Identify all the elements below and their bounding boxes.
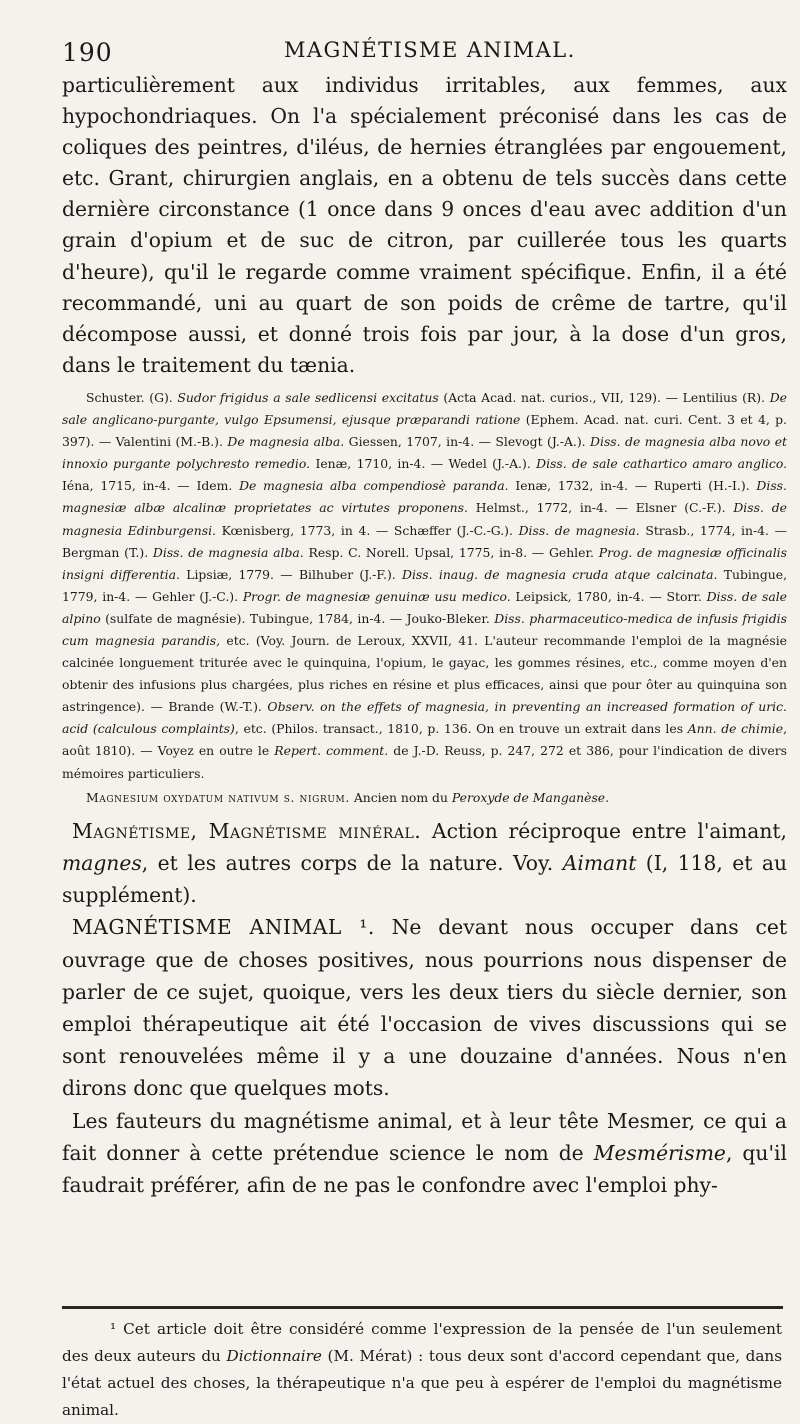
bibliography-title: Diss. de sale cathartico amaro anglico. [536, 456, 788, 472]
page-number: 190 [62, 38, 113, 67]
entry-italic: Peroxyde de Manganèse. [451, 789, 610, 805]
bibliography-title: Diss. inaug. de magnesia cruda atque calcinata. [402, 566, 718, 582]
bibliography-text: , août 1810). — Voyez en outre le [62, 721, 788, 759]
entry-italic-2: Aimant [562, 850, 637, 875]
entry-head: Magnétisme, Magnétisme minéral. [72, 818, 422, 843]
bibliography-text: de J.-D. Reuss, p. 247, 272 et 386, pour l'indication de divers mémoires particuliers. [62, 743, 787, 781]
bibliography-title: Observ. on the effets of magnesia, in preventing an increased formation of uric. acid (calculous complaints) [62, 699, 787, 737]
entry-text-3: (I, 118, et au supplément). [62, 850, 788, 908]
bibliography-text: , etc. (Philos. transact., 1810, p. 136. On en trouve un extrait dans les [234, 721, 688, 737]
entry-head: MAGNÉTISME ANIMAL ¹. [72, 915, 375, 940]
paragraph-text-1: Les fauteurs du magnétisme animal, et à leur tête Mesmer, ce qui a fait donner à cette prétendue science le nom de [62, 1108, 787, 1165]
bibliography-text: Kœnisberg, 1773, in 4. — Schæffer (J.-C.-G.). [215, 522, 519, 538]
bibliography-text: (sulfate de magnésie). Tubingue, 1784, in-4. — Jouko-Bleker. [100, 610, 495, 626]
bibliography-text: Leipsick, 1780, in-4. — Storr. [510, 588, 707, 604]
entry-text: Ancien nom du [349, 789, 452, 805]
entry-magnetisme-animal [62, 911, 787, 1104]
bibliography-text: Tubingue, 1779, in-4. — Gehler (J.-C.). [62, 566, 788, 604]
paragraph-text-2: , qu'il faudrait préférer, afin de ne pas le confondre avec l'emploi phy- [62, 1140, 787, 1197]
bibliography-title: Diss. de sale alpino [62, 588, 788, 626]
page-header [62, 30, 787, 70]
bibliography-title: Diss. de magnesia Edinburgensi. [62, 500, 787, 538]
running-title: MAGNÉTISME ANIMAL. [284, 38, 576, 62]
footnote-text-1: ¹ Cet article doit être considéré comme l'expression de la pensée de l'un seulement des deux auteurs du [62, 1320, 782, 1365]
entry-magnesium-oxydatum [62, 787, 787, 809]
paragraph-italic: Mesmérisme [593, 1140, 726, 1165]
bibliography-title: Diss. de magnesia alba. [152, 544, 304, 560]
page [62, 30, 787, 1201]
bibliography-title: Diss. magnesiæ albæ alcalinæ proprietates ac virtutes proponens. [62, 478, 787, 516]
bibliography-text: Giessen, 1707, in-4. — Slevogt (J.-A.). [344, 434, 591, 450]
entry-magnetisme-mineral [62, 815, 787, 912]
bibliography-text: Lipsiæ, 1779. — Bilhuber (J.-F.). [179, 566, 403, 582]
bibliography-text: (Acta Acad. nat. curios., VII, 129). — Lentilius (R). [438, 389, 770, 405]
entry-text-2: , et les autres corps de la nature. Voy. [141, 850, 563, 875]
bibliography-text: Helmst., 1772, in-4. — Elsner (C.-F.). [467, 500, 734, 516]
entry-head: Magnesium oxydatum nativum s. nigrum. [86, 789, 350, 805]
bibliography-text: etc. (Voy. Journ. de Leroux, XXVII, 41. L'auteur recommande l'emploi de la magnésie calcinée longuement triturée avec le quinquina, l'opium, le gayac, les gommes résines, etc., comme moyen d'en obtenir des infusions plus chargées, plus riches en résine et plus efficaces, ainsi que pour ôter au quinquina son astringence). — Brande (W.-T.). [62, 632, 787, 715]
bibliography-title: Prog. de magnesiæ officinalis insigni differentia. [62, 544, 787, 582]
bibliography-title: Progr. de magnesiæ genuinæ usu medico. [242, 588, 511, 604]
bibliography-text: Ienæ, 1732, in-4. — Ruperti (H.-I.). [508, 478, 757, 494]
bibliography-title: Sudor frigidus a sale sedlicensi excitatus [177, 389, 439, 405]
bibliography-text: Iéna, 1715, in-4. — Idem. [62, 478, 240, 494]
bibliography-text: Strasb., 1774, in-4. — Bergman (T.). [62, 522, 787, 560]
bibliography-title: Ann. de chimie [687, 721, 784, 737]
bibliography-title: Diss. de magnesia. [518, 522, 640, 538]
bibliography-text: Ienæ, 1710, in-4. — Wedel (J.-A.). [310, 456, 537, 472]
footnote [62, 1316, 782, 1424]
footnote-rule [62, 1306, 783, 1309]
bibliography-title: De magnesia alba. [227, 434, 345, 450]
paragraph-fauteurs [62, 1105, 787, 1202]
bibliography-title: De magnesia alba compendiosè paranda. [239, 478, 509, 494]
entry-text-1: Action réciproque entre l'aimant, [421, 818, 787, 843]
bibliography-text: Resp. C. Norell. Upsal, 1775, in-8. — Gehler. [303, 544, 599, 560]
entry-text: Ne devant nous occuper dans cet ouvrage que de choses positives, nous pourrions nous dispenser de parler de ce sujet, quoique, vers les deux tiers du siècle dernier, son emploi thérapeutique ait été l'occasion de vives discussions qui se sont renouvelées même il y a une douzaine d'années. Nous n'en dirons donc que quelques mots. [62, 915, 787, 1101]
bibliography-title: Diss. pharmaceutico-medica de infusis frigidis cum magnesia parandis, [62, 610, 787, 648]
bibliography-paragraph [62, 387, 787, 785]
bibliography-text: Schuster. (G). [86, 389, 178, 405]
bibliography-title: Diss. de magnesia alba novo et innoxio purgante polychresto remedio. [62, 434, 788, 472]
footnote-text-2: (M. Mérat) : tous deux sont d'accord cependant que, dans l'état actuel des choses, la thérapeutique n'a que peu à espérer de l'emploi du magnétisme animal. [62, 1347, 783, 1419]
bibliography-title: De sale anglicano-purgante, vulgo Epsumensi, ejusque præparandi ratione [62, 389, 787, 428]
bibliography [62, 387, 787, 809]
footnote-italic: Dictionnaire [226, 1347, 322, 1365]
entry-italic-1: magnes [62, 850, 142, 875]
bibliography-title: Repert. comment. [274, 743, 389, 759]
continuation-paragraph: particulièrement aux individus irritables, aux femmes, aux hypochondriaques. On l'a spécialement préconisé dans les cas de coliques des peintres, d'iléus, de hernies étranglées par engouement, etc. Grant, chirurgien anglais, en a obtenu de tels succès dans cette dernière circonstance (1 once dans 9 onces d'eau avec addition d'un grain d'opium et de suc de citron, par cuillerée tous les quarts d'heure), qu'il le regarde comme vraiment spécifique. Enfin, il a été recommandé, uni au quart de son poids de crême de tartre, qu'il décompose aussi, et donné trois fois par jour, à la dose d'un gros, dans le traitement du tænia. [62, 73, 787, 377]
bibliography-text: (Ephem. Acad. nat. curi. Cent. 3 et 4, p. 397). — Valentini (M.-B.). [62, 412, 787, 450]
